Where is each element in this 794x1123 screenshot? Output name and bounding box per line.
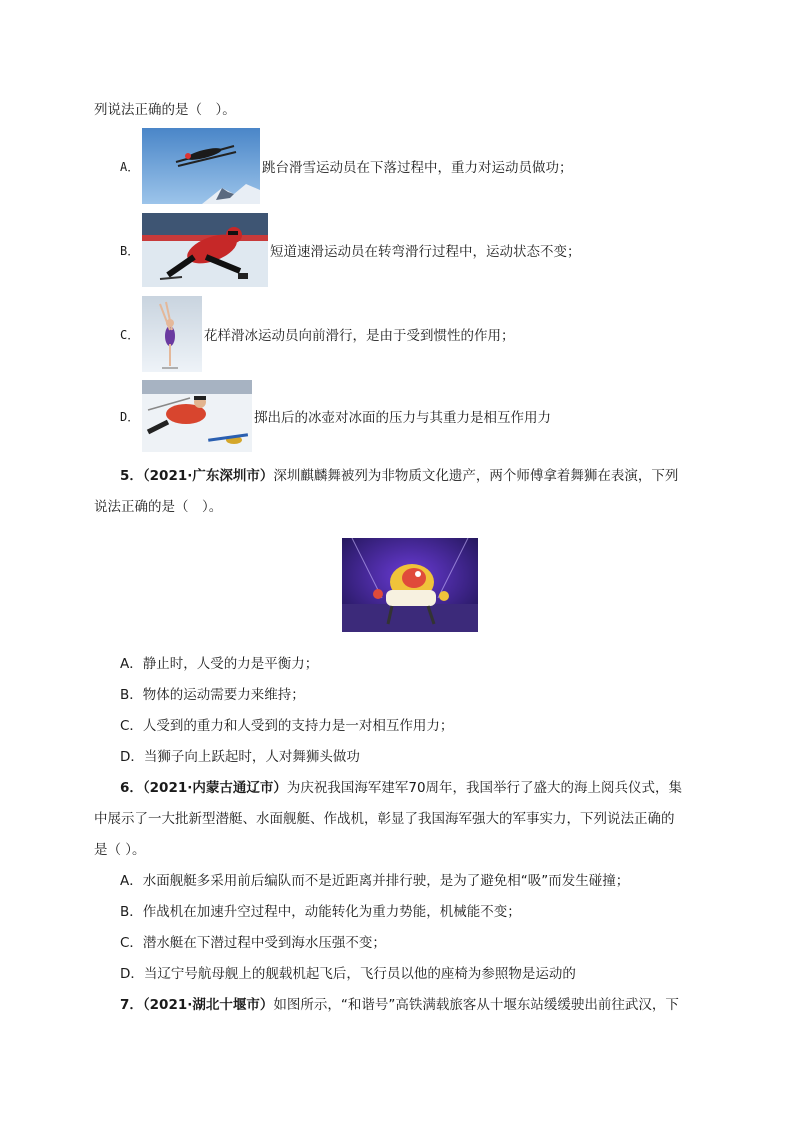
figure-skater-photo [142,296,202,372]
q4-option-b [120,213,581,287]
q5-option-a: A．静止时，人受的力是平衡力； [120,656,319,672]
q7-stem-line1 [94,995,679,1015]
option-label: C． [120,327,140,342]
q6-option-c: C．潜水艇在下潜过程中受到海水压强不变； [120,935,386,951]
q4-stem-tail: 列说法正确的是（ ）。 [94,102,236,118]
curling-photo [142,380,252,452]
q6-stem-line3: 是（ ）。 [94,842,146,858]
question-number: 6． [120,780,143,796]
q4-option-d [120,380,551,452]
option-label: D． [120,409,140,424]
q5-option-d: D．当狮子向上跃起时，人对舞狮头做功 [120,749,360,765]
q6-option-b: B．作战机在加速升空过程中，动能转化为重力势能，机械能不变； [120,904,521,920]
question-source: （2021·内蒙古通辽市） [142,780,287,796]
question-number: 7． [120,997,143,1013]
q5-option-c: C．人受到的重力和人受到的支持力是一对相互作用力； [120,718,454,734]
option-label: B． [120,243,140,258]
q6-stem-line1 [94,778,682,798]
q6-option-a: A．水面舰艇多采用前后编队而不是近距离并排行驶，是为了避免相“吸”而发生碰撞； [120,873,630,889]
option-label: A． [120,159,140,174]
q5-stem-line2: 说法正确的是（ ）。 [94,499,223,515]
option-text: 短道速滑运动员在转弯滑行过程中，运动状态不变； [270,244,581,260]
stem-text: 为庆祝我国海军建军70周年，我国举行了盛大的海上阅兵仪式，集 [286,780,683,796]
q5-stem-line1 [94,466,678,486]
q6-option-d: D．当辽宁号航母舰上的舰载机起飞后，飞行员以他的座椅为参照物是运动的 [120,966,576,982]
speed-skater-photo [142,213,268,287]
option-text: 跳台滑雪运动员在下落过程中，重力对运动员做功； [262,160,573,176]
question-source: （2021·湖北十堰市） [142,997,274,1013]
question-number: 5． [120,468,143,484]
ski-jumper-photo [142,128,260,204]
lion-dance-photo [342,538,478,632]
q4-option-c [120,296,515,372]
q6-stem-line2: 中展示了一大批新型潜艇、水面舰艇、作战机，彰显了我国海军强大的军事实力，下列说法正确的 [94,811,675,827]
option-text: 花样滑冰运动员向前滑行，是由于受到惯性的作用； [204,328,515,344]
q5-option-b: B．物体的运动需要力来维持； [120,687,305,703]
q4-option-a [120,128,573,204]
stem-text: 如图所示，“和谐号”高铁满载旅客从十堰东站缓缓驶出前往武汉，下 [273,997,679,1013]
option-text: 掷出后的冰壶对冰面的压力与其重力是相互作用力 [254,410,551,426]
stem-text: 深圳麒麟舞被列为非物质文化遗产，两个师傅拿着舞狮在表演，下列 [273,468,679,484]
question-source: （2021·广东深圳市） [142,468,274,484]
